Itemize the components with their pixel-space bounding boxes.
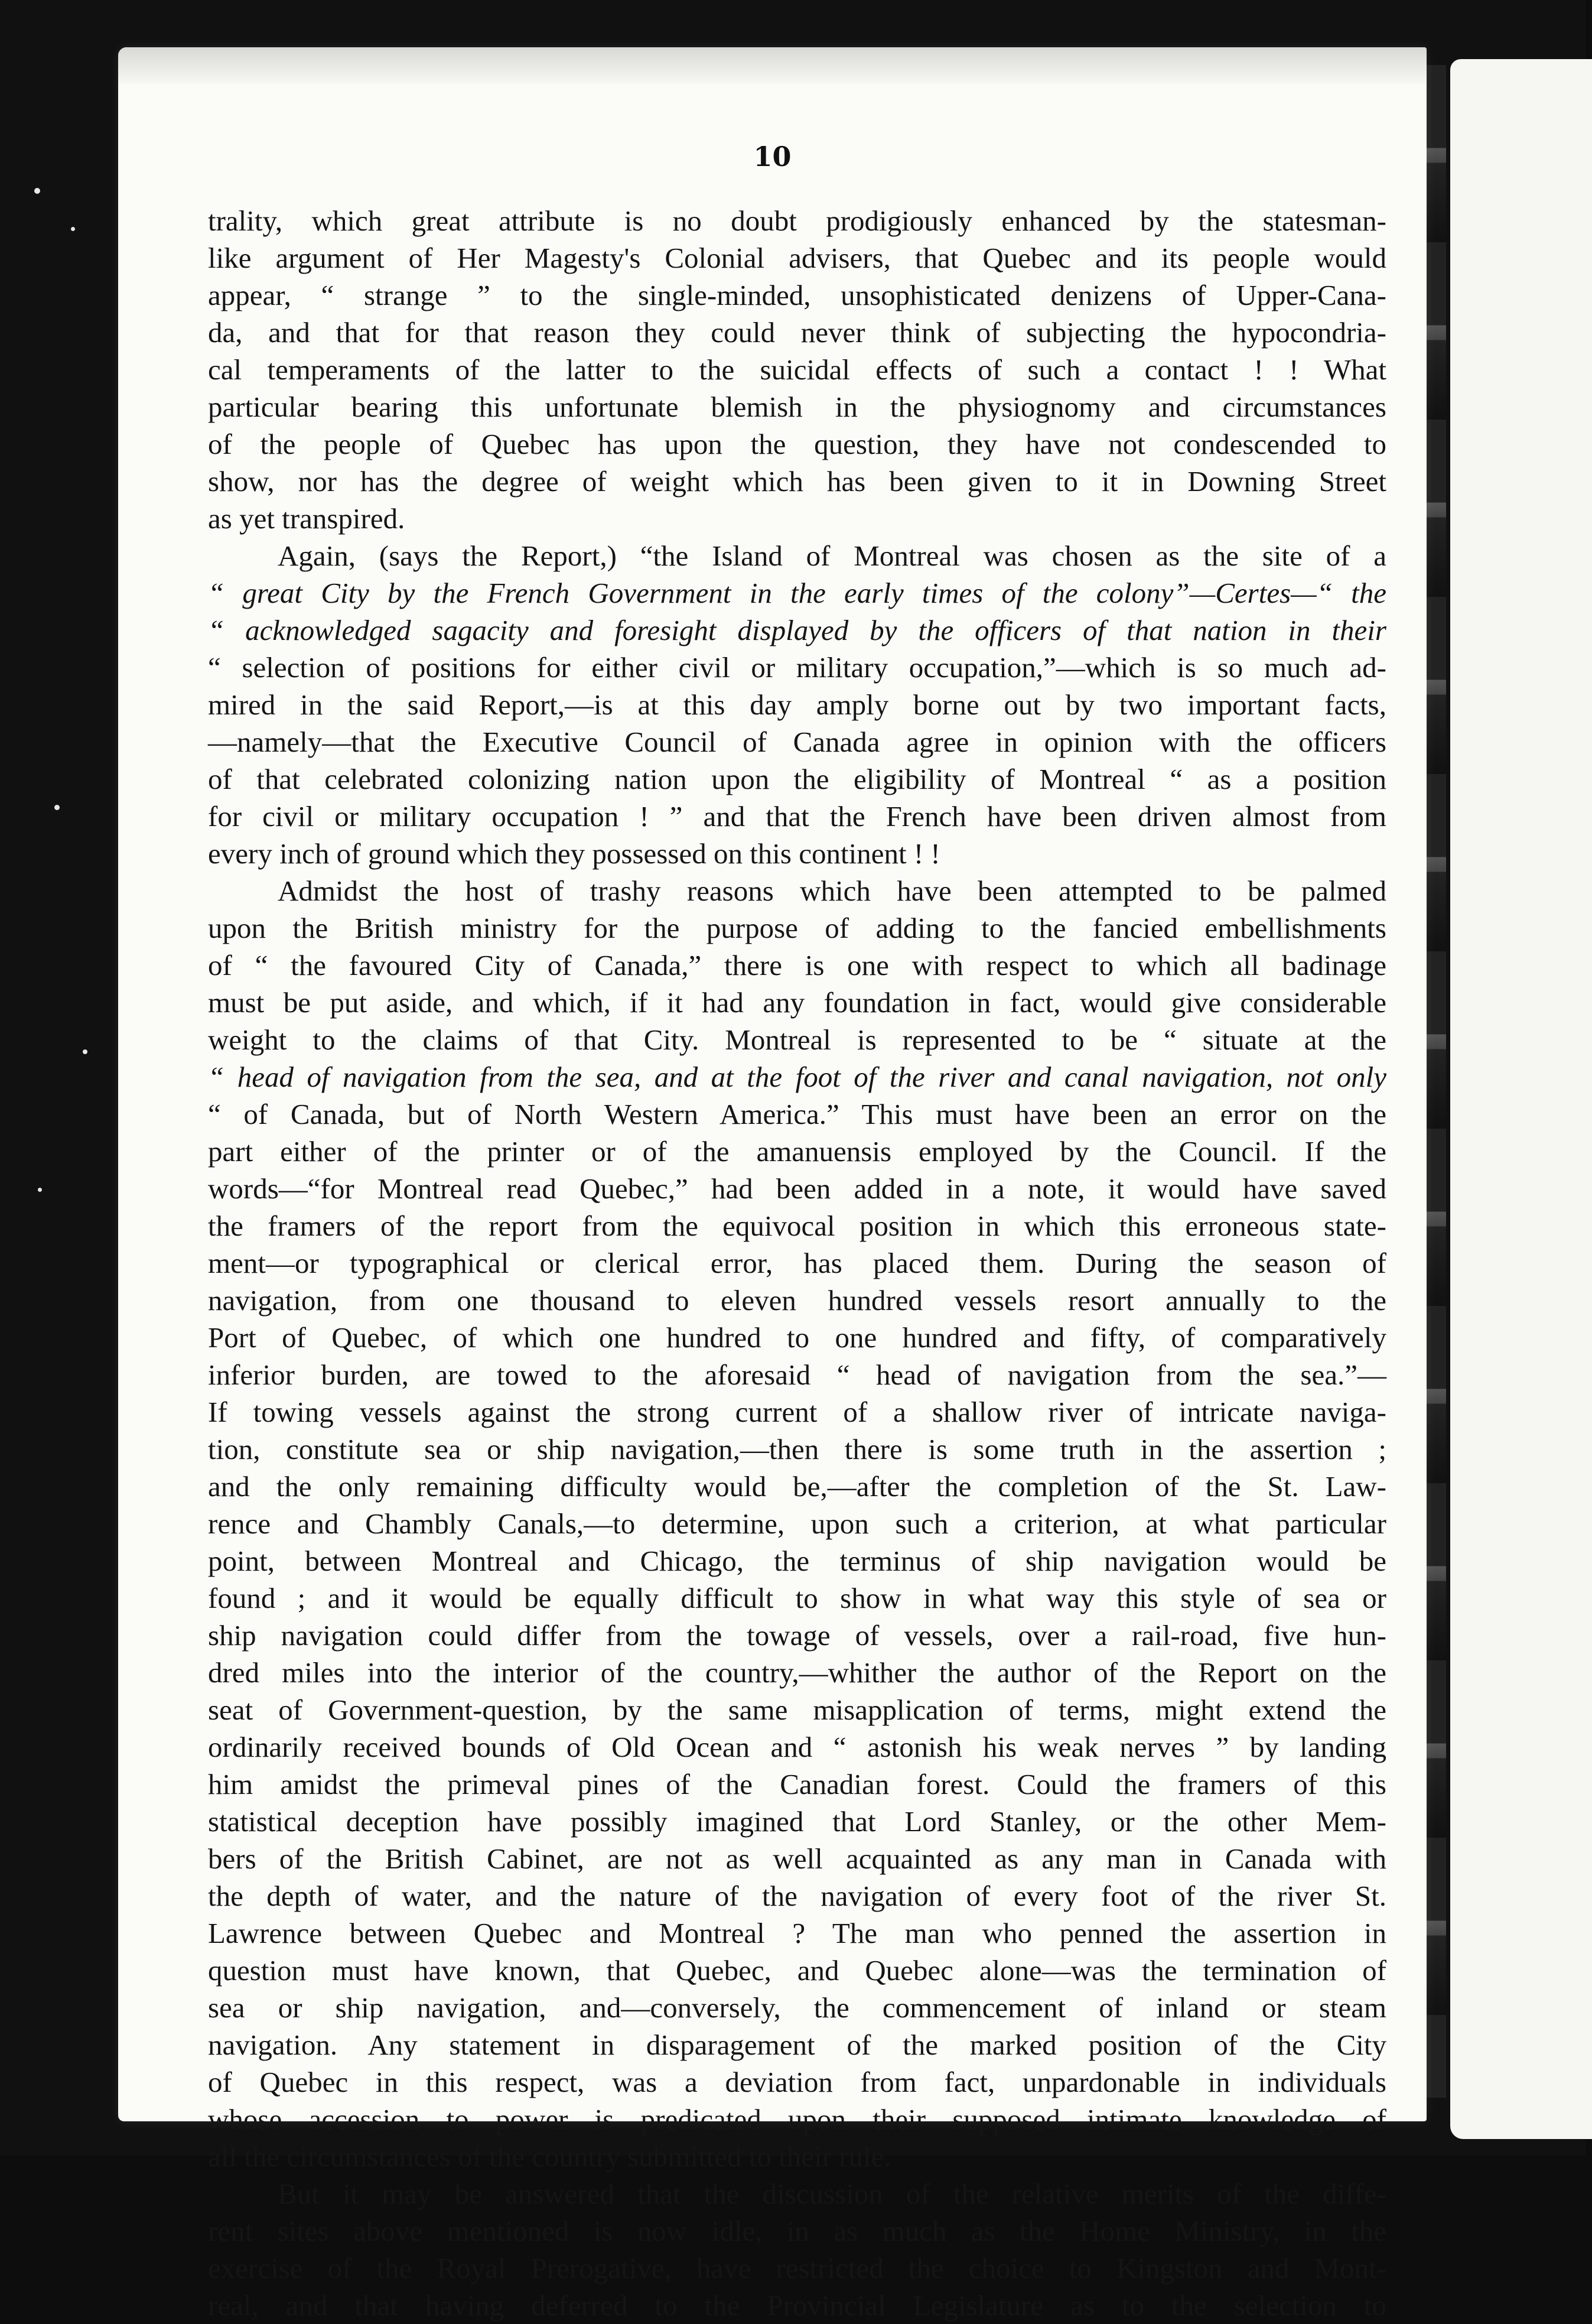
text-line: rent sites above mentioned is now idle, in as much as the Home Ministry, in the [208,2215,1386,2247]
text-line: of “ the favoured City of Canada,” there is one with respect to which all badinage [208,949,1386,981]
text-line: ment—or typographical or clerical error, has placed them. During the season of [208,1247,1386,1279]
text-line: every inch of ground which they possessed on this continent ! ! [208,837,940,870]
text-line: appear, “ strange ” to the single-minded, unsophisticated denizens of Upper-Cana- [208,279,1386,311]
text-line: inferior burden, are towed to the aforesaid “ head of navigation from the sea.”— [208,1358,1386,1391]
text-line: trality, which great attribute is no doubt prodigiously enhanced by the statesman- [208,204,1386,237]
text-line: “ of Canada, but of North Western America.” This must have been an error on the [208,1098,1386,1130]
text-line: “ selection of positions for either civil or military occupation,”—which is so much ad- [208,651,1386,684]
text-line: particular bearing this unfortunate blemish in the physiognomy and circumstances [208,391,1386,423]
text-line: Again, (says the Report,) “the Island of Montreal was chosen as the site of a [278,539,1386,572]
text-line: If towing vessels against the strong current of a shallow river of intricate naviga- [208,1396,1386,1428]
text-line: tion, constitute sea or ship navigation,—then there is some truth in the assertion ; [208,1433,1386,1465]
text-line: da, and that for that reason they could never think of subjecting the hypocondria- [208,316,1386,349]
text-line: rence and Chambly Canals,—to determine, upon such a criterion, at what particular [208,1507,1386,1540]
text-line: exercise of the Royal Prerogative, have restricted the choice to Kingston and Mont- [208,2252,1386,2284]
text-line: like argument of Her Magesty's Colonial advisers, that Quebec and its people would [208,242,1386,274]
text-line: all the circumstances of the country submitted to their rule. [208,2140,891,2173]
text-line: whose accession to power is predicated upon their supposed intimate knowledge of [208,2103,1386,2136]
text-line: cal temperaments of the latter to the suicidal effects of such a contact ! ! What [208,353,1386,386]
text-line: and the only remaining difficulty would be,—after the completion of the St. Law- [208,1470,1386,1503]
dust-speck [34,188,40,194]
text-line: upon the British ministry for the purpose of adding to the fancied embellishments [208,912,1386,944]
text-line: “ great City by the French Government in the early times of the colony”—Certes—“ the [208,577,1386,609]
text-line: seat of Government-question, by the same misapplication of terms, might extend the [208,1694,1386,1726]
document-page [118,47,1427,2322]
text-line: bers of the British Cabinet, are not as well acquainted as any man in Canada with [208,1842,1386,1875]
text-line: statistical deception have possibly imagined that Lord Stanley, or the other Mem- [208,1805,1386,1838]
text-line: “ acknowledged sagacity and foresight displayed by the officers of that nation in their [208,614,1386,646]
text-line: But it may be answered that the discussion of the relative merits of the diffe- [278,2177,1386,2210]
text-line: navigation, from one thousand to eleven hundred vessels resort annually to the [208,1284,1386,1317]
text-line: “ head of navigation from the sea, and at the foot of the river and canal navigation, not only [208,1061,1386,1093]
text-line: as yet transpired. [208,502,405,535]
dust-speck [83,1049,87,1054]
page-number: 10 [753,141,792,173]
text-line: the framers of the report from the equivocal position in which this erroneous state- [208,1210,1386,1242]
body-text [208,202,1386,2324]
text-line: of Quebec in this respect, was a deviation from fact, unpardonable in individuals [208,2066,1386,2098]
dust-speck [38,1188,42,1192]
facing-page-edge [1450,59,1592,2139]
text-line: mired in the said Report,—is at this day amply borne out by two important facts, [208,688,1386,721]
dust-speck [54,805,60,810]
text-line: of the people of Quebec has upon the question, they have not condescended to [208,428,1386,460]
text-line: Admidst the host of trashy reasons which have been attempted to be palmed [278,875,1386,907]
text-line: part either of the printer or of the amanuensis employed by the Council. If the [208,1135,1386,1168]
text-line: the depth of water, and the nature of the navigation of every foot of the river St. [208,1880,1386,1912]
text-line: point, between Montreal and Chicago, the terminus of ship navigation would be [208,1545,1386,1577]
text-line: him amidst the primeval pines of the Canadian forest. Could the framers of this [208,1768,1386,1800]
text-line: question must have known, that Quebec, and Quebec alone—was the termination of [208,1954,1386,1987]
text-line: Port of Quebec, of which one hundred to one hundred and fifty, of comparatively [208,1321,1386,1354]
text-line: sea or ship navigation, and—conversely, the commencement of inland or steam [208,1991,1386,2024]
text-line: real, and that having deferred to the Provincial Legislature as to the selection to [208,2289,1386,2322]
text-line: of that celebrated colonizing nation upon the eligibility of Montreal “ as a position [208,763,1386,795]
text-line: ship navigation could differ from the towage of vessels, over a rail-road, five hun- [208,1619,1386,1652]
text-line: weight to the claims of that City. Montreal is represented to be “ situate at the [208,1023,1386,1056]
text-line: —namely—that the Executive Council of Canada agree in opinion with the officers [208,726,1386,758]
text-line: must be put aside, and which, if it had any foundation in fact, would give considerable [208,986,1386,1019]
text-line: found ; and it would be equally difficult to show in what way this style of sea or [208,1582,1386,1614]
text-line: for civil or military occupation ! ” and that the French have been driven almost from [208,800,1386,833]
text-line: show, nor has the degree of weight which has been given to it in Downing Street [208,465,1386,498]
text-line: dred miles into the interior of the country,—whither the author of the Report on the [208,1656,1386,1689]
text-line: words—“for Montreal read Quebec,” had been added in a note, it would have saved [208,1172,1386,1205]
text-line: navigation. Any statement in disparagement of the marked position of the City [208,2029,1386,2061]
text-line: Lawrence between Quebec and Montreal ? The man who penned the assertion in [208,1917,1386,1949]
text-line: ordinarily received bounds of Old Ocean and “ astonish his weak nerves ” by landing [208,1731,1386,1763]
dust-speck [71,227,75,231]
